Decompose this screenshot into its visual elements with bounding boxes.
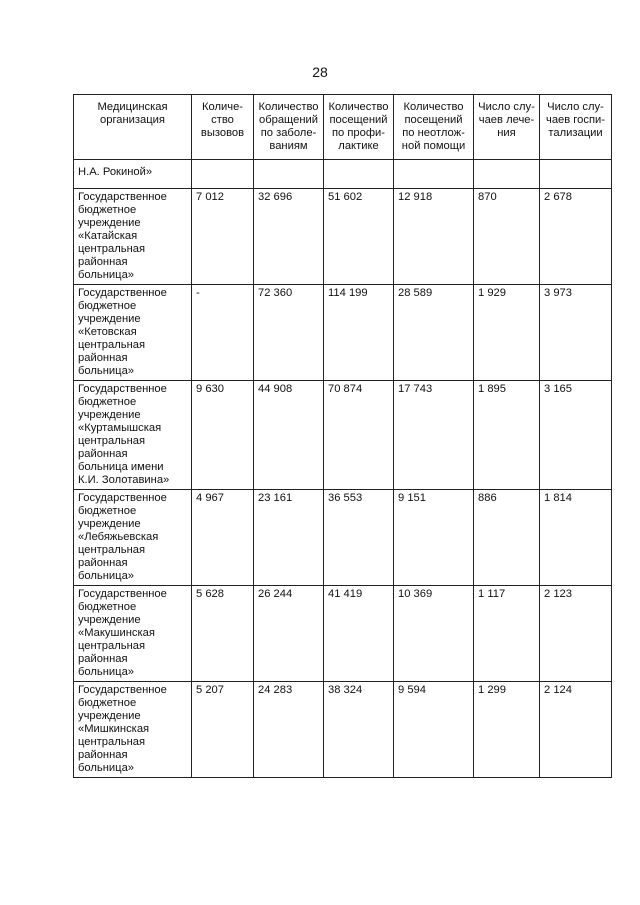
cell-calls: 7 012 xyxy=(192,189,254,285)
table-row xyxy=(74,682,612,778)
cell-calls: 9 630 xyxy=(192,381,254,490)
cell-org: Государственное бюджетное учреждение «Лебяжьевская центральная районная больница» xyxy=(74,490,192,586)
header-calls: Количе-ство вызовов xyxy=(192,95,254,160)
cell-treatment: 1 117 xyxy=(474,586,540,682)
cell-hospital: 2 124 xyxy=(540,682,612,778)
header-prevention: Количество посещений по профи-лактике xyxy=(324,95,394,160)
cell-treatment: 1 895 xyxy=(474,381,540,490)
cell-emergency: 9 594 xyxy=(394,682,474,778)
cell-prevention: 41 419 xyxy=(324,586,394,682)
cell-calls: - xyxy=(192,285,254,381)
cell-appeals: 44 908 xyxy=(254,381,324,490)
cell-org: Н.А. Рокиной» xyxy=(74,160,192,189)
cell-empty xyxy=(192,160,254,189)
cell-hospital: 1 814 xyxy=(540,490,612,586)
cell-org: Государственное бюджетное учреждение «Катайская центральная районная больница» xyxy=(74,189,192,285)
cell-appeals: 72 360 xyxy=(254,285,324,381)
cell-treatment: 870 xyxy=(474,189,540,285)
cell-treatment: 1 299 xyxy=(474,682,540,778)
header-treatment: Число слу-чаев лече-ния xyxy=(474,95,540,160)
cell-empty xyxy=(394,160,474,189)
header-emergency: Количество посещений по неотлож-ной помощи xyxy=(394,95,474,160)
cell-emergency: 10 369 xyxy=(394,586,474,682)
table-row xyxy=(74,490,612,586)
cell-emergency: 17 743 xyxy=(394,381,474,490)
cell-hospital: 3 165 xyxy=(540,381,612,490)
cell-org: Государственное бюджетное учреждение «Мишкинская центральная районная больница» xyxy=(74,682,192,778)
table-row xyxy=(74,586,612,682)
header-hospital: Число слу-чаев госпи-тализации xyxy=(540,95,612,160)
cell-org: Государственное бюджетное учреждение «Куртамышская центральная районная больница имени К.И. Золотавина» xyxy=(74,381,192,490)
cell-emergency: 9 151 xyxy=(394,490,474,586)
cell-emergency: 28 589 xyxy=(394,285,474,381)
cell-org: Государственное бюджетное учреждение «Кетовская центральная районная больница» xyxy=(74,285,192,381)
cell-hospital: 2 678 xyxy=(540,189,612,285)
header-org: Медицинская организация xyxy=(74,95,192,160)
header-appeals: Количество обращений по заболе-ваниям xyxy=(254,95,324,160)
table-row-continuation xyxy=(74,160,612,189)
cell-prevention: 36 553 xyxy=(324,490,394,586)
cell-appeals: 26 244 xyxy=(254,586,324,682)
cell-treatment: 886 xyxy=(474,490,540,586)
cell-hospital: 3 973 xyxy=(540,285,612,381)
data-table xyxy=(73,94,612,778)
cell-empty xyxy=(254,160,324,189)
cell-calls: 5 207 xyxy=(192,682,254,778)
table-row xyxy=(74,285,612,381)
cell-empty xyxy=(324,160,394,189)
cell-emergency: 12 918 xyxy=(394,189,474,285)
cell-calls: 4 967 xyxy=(192,490,254,586)
cell-empty xyxy=(540,160,612,189)
cell-appeals: 24 283 xyxy=(254,682,324,778)
cell-prevention: 51 602 xyxy=(324,189,394,285)
cell-org: Государственное бюджетное учреждение «Макушинская центральная районная больница» xyxy=(74,586,192,682)
cell-treatment: 1 929 xyxy=(474,285,540,381)
cell-prevention: 38 324 xyxy=(324,682,394,778)
cell-hospital: 2 123 xyxy=(540,586,612,682)
cell-empty xyxy=(474,160,540,189)
cell-appeals: 23 161 xyxy=(254,490,324,586)
table-row xyxy=(74,381,612,490)
cell-calls: 5 628 xyxy=(192,586,254,682)
table-row xyxy=(74,189,612,285)
cell-prevention: 70 874 xyxy=(324,381,394,490)
cell-appeals: 32 696 xyxy=(254,189,324,285)
table-header-row xyxy=(74,95,612,160)
cell-prevention: 114 199 xyxy=(324,285,394,381)
page-number: 28 xyxy=(312,64,328,80)
